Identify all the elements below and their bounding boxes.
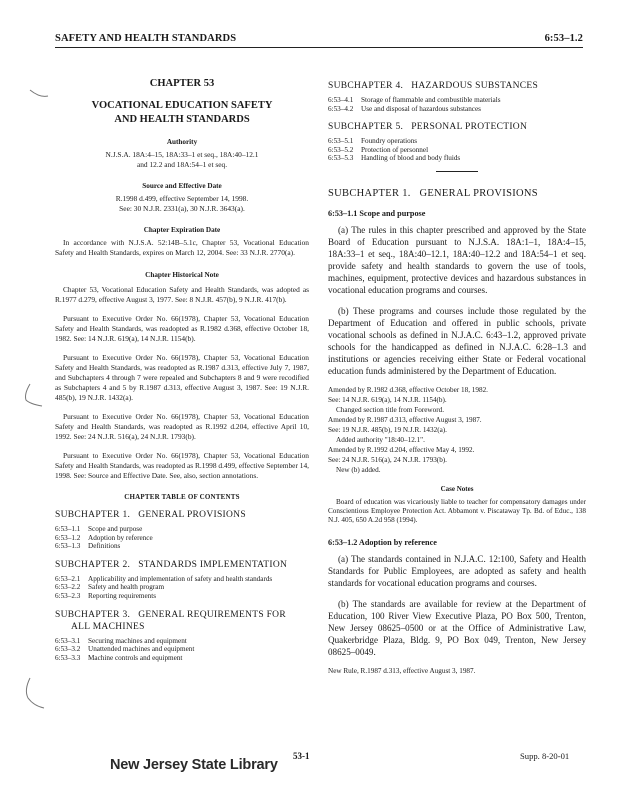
running-head-title: SAFETY AND HEALTH STANDARDS <box>55 33 237 44</box>
history-line: See: 24 N.J.R. 516(a), 24 N.J.R. 1793(b). <box>328 455 447 464</box>
history-line: Amended by R.1982 d.368, effective October 18, 1982. <box>328 385 488 394</box>
section-heading: 6:53–1.1 Scope and purpose <box>328 208 426 218</box>
history-paragraph: Pursuant to Executive Order No. 66(1978), Chapter 53, Vocational Education Safety and Health Standards, was readopted as R.1998 d.499, effective September 14, 1998. See: Source and Effective Date. See, also, section annotations. <box>55 451 309 480</box>
toc-item[interactable]: 6:53–3.3 Machine controls and equipment <box>55 653 183 662</box>
margin-bracket-icon <box>22 676 48 726</box>
toc-item[interactable]: 6:53–3.2 Unattended machines and equipment <box>55 645 195 654</box>
toc-subchapter-title: SUBCHAPTER 5. PERSONAL PROTECTION <box>328 122 528 133</box>
section-paragraph: (a) The rules in this chapter prescribed and approved by the State Board of Education pursuant to N.J.S.A. 18A:1–1, 18A:4–15, 18A:33–1 et seq., 18A:40–12.1, 18A:40–12.2 and 18A:54–1 et seq. provide safety and health standards to govern the use of tools, machines, equipment, protective devices and hazardous substances in vocational education programs and courses. <box>328 224 586 295</box>
supplement-date: Supp. 8-20-01 <box>520 751 570 761</box>
section-history <box>328 386 586 475</box>
history-line: See: 14 N.J.R. 619(a), 14 N.J.R. 1154(b). <box>328 395 447 404</box>
toc-item[interactable]: 6:53–1.3 Definitions <box>55 542 121 551</box>
authority-heading: Authority <box>166 138 198 146</box>
running-head-section: 6:53–1.2 <box>544 33 583 44</box>
history-line: Amended by R.1992 d.204, effective May 4, 1992. <box>328 445 475 454</box>
history-paragraph: Pursuant to Executive Order No. 66(1978), Chapter 53, Vocational Education Safety and Health Standards, was readopted as R.1992 d.204, effective April 10, 1992. See: 24 N.J.R. 516(a), 24 N.J.R. 1793(b). <box>55 412 309 441</box>
toc-subchapter-2 <box>55 559 309 601</box>
section-heading: 6:53–1.2 Adoption by reference <box>328 537 437 547</box>
margin-bracket-icon <box>28 88 50 102</box>
toc-item[interactable]: 6:53–2.2 Safety and health program <box>55 583 165 592</box>
authority-text: N.J.S.A. 18A:4–15, 18A:33–1 et seq., 18A:40–12.1 and 12.2 and 18A:54–1 et seq. <box>105 150 259 169</box>
toc-subchapter-1 <box>55 509 309 551</box>
toc-item[interactable]: 6:53–4.2 Use and disposal of hazardous substances <box>328 104 481 113</box>
toc-subchapter-3 <box>55 609 309 663</box>
toc-item[interactable]: 6:53–3.1 Securing machines and equipment <box>55 636 187 645</box>
toc-heading: CHAPTER TABLE OF CONTENTS <box>124 493 240 501</box>
toc-subchapter-title: SUBCHAPTER 3. GENERAL REQUIREMENTS FOR ALL MACHINES <box>55 609 286 632</box>
source-text: R.1998 d.499, effective September 14, 1998. See: 30 N.J.R. 2331(a), 30 N.J.R. 3643(a). <box>115 194 249 213</box>
source-heading: Source and Effective Date <box>142 182 222 190</box>
library-stamp: New Jersey State Library <box>110 757 278 773</box>
header-rule <box>55 47 583 48</box>
toc-subchapter-4 <box>328 80 586 113</box>
toc-item[interactable]: 6:53–1.1 Scope and purpose <box>55 525 143 533</box>
subchapter-title: SUBCHAPTER 1. GENERAL PROVISIONS <box>328 187 538 199</box>
history-paragraph: Pursuant to Executive Order No. 66(1978), Chapter 53, Vocational Education Safety and Health Standards, was readopted as R.1982 d.368, effective October 18, 1982. See: 14 N.J.R. 619(a), 14 N.J.R. 1154(b). <box>55 314 309 343</box>
margin-bracket-icon <box>22 382 48 422</box>
section-paragraph: (a) The standards contained in N.J.A.C. 12:100, Safety and Health Standards for Public Employees, are adopted as safety and health standards for vocational education programs and courses. <box>328 553 586 588</box>
section-paragraph: (b) These programs and courses include those regulated by the Department of Education and offered in public schools, private vocational schools as defined in N.J.A.C. 6:43–1.2, approved private schools for the handicapped as defined in N.J.A.C. 6:28–1.3 and institutions or agencies receiving either State or Federal vocational education funds administered by the Department of Education. <box>328 305 586 376</box>
case-note: Board of education was vicariously liable to teacher for compensatory damages under Conscientious Employee Protection Act. Abbamont v. Piscataway Tp. Bd. of Educ., 138 N.J. 405, 650 A.2d 958 (1994). <box>328 497 586 525</box>
history-line: New (b) added. <box>336 465 381 474</box>
page-number: 53-1 <box>293 751 310 761</box>
chapter-number: CHAPTER 53 <box>149 78 215 89</box>
running-head <box>55 33 583 47</box>
toc-item[interactable]: 6:53–1.2 Adoption by reference <box>55 533 153 542</box>
history-line: New Rule, R.1987 d.313, effective August 3, 1987. <box>328 666 476 675</box>
expiration-text: In accordance with N.J.S.A. 52:14B–5.1c, Chapter 53, Vocational Education Safety and Health Standards, expires on March 12, 2004. See: 33 N.J.R. 2770(a). <box>55 238 309 257</box>
toc-item[interactable]: 6:53–5.2 Protection of personnel <box>328 145 429 154</box>
section-divider <box>436 171 478 172</box>
chapter-title: VOCATIONAL EDUCATION SAFETY AND HEALTH STANDARDS <box>91 100 273 125</box>
expiration-heading: Chapter Expiration Date <box>143 226 221 234</box>
right-column <box>328 78 586 677</box>
history-paragraph: Pursuant to Executive Order No. 66(1978), Chapter 53, Vocational Education Safety and Health Standards, was readopted as R.1987 d.313, effective July 7, 1987, and Subchapters 4 through 7 were repealed and Subchapters 8 and 9 were recodified as Subchapters 4 and 5 by R.1987 d.313, effective August 3, 1987. See: 19 N.J.R. 485(b), 19 N.J.R. 1432(a). <box>55 353 309 402</box>
toc-subchapter-title: SUBCHAPTER 4. HAZARDOUS SUBSTANCES <box>328 81 539 91</box>
history-heading: Chapter Historical Note <box>145 271 219 279</box>
case-notes-heading: Case Notes <box>440 484 474 493</box>
toc-subchapter-5 <box>328 121 586 163</box>
left-column <box>55 78 309 670</box>
toc-item[interactable]: 6:53–5.3 Handling of blood and body fluids <box>328 154 461 163</box>
history-line: Changed section title from Foreword. <box>336 405 444 414</box>
toc-item[interactable]: 6:53–2.3 Reporting requirements <box>55 591 157 600</box>
history-line: Amended by R.1987 d.313, effective August 3, 1987. <box>328 415 482 424</box>
toc-subchapter-title: SUBCHAPTER 2. STANDARDS IMPLEMENTATION <box>55 559 288 570</box>
toc-item[interactable]: 6:53–2.1 Applicability and implementation of safety and health standards <box>55 574 273 583</box>
toc-item[interactable]: 6:53–5.1 Foundry operations <box>328 137 418 146</box>
toc-item[interactable]: 6:53–4.1 Storage of flammable and combustible materials <box>328 96 501 104</box>
history-paragraph: Chapter 53, Vocational Education Safety and Health Standards, was adopted as R.1977 d.279, effective August 3, 1977. See: 8 N.J.R. 457(b), 9 N.J.R. 417(b). <box>55 285 309 304</box>
history-line: See: 19 N.J.R. 485(b), 19 N.J.R. 1432(a). <box>328 425 447 434</box>
section-paragraph: (b) The standards are available for review at the Department of Education, 100 River View Executive Plaza, PO Box 500, Trenton, New Jersey 08625–0500 or at the Office of Administrative Law, Quakerbridge Plaza, Bldg. 9, PO Box 049, Trenton, New Jersey 08625–0049. <box>328 598 586 657</box>
history-line: Added authority "18:40–12.1". <box>336 435 425 444</box>
toc-subchapter-title: SUBCHAPTER 1. GENERAL PROVISIONS <box>55 510 246 520</box>
